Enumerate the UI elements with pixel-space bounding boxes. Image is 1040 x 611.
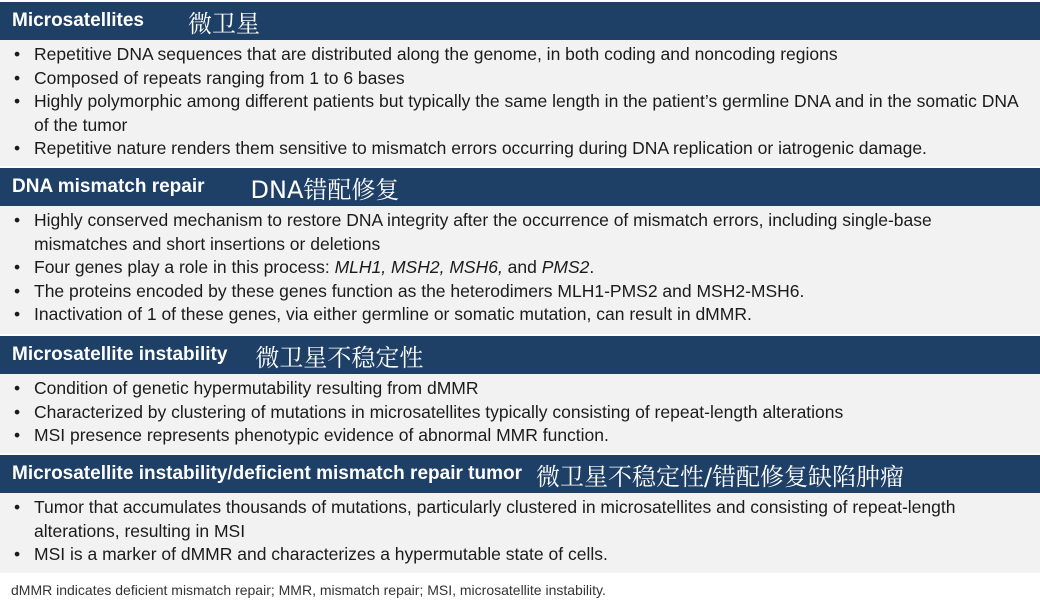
- gene-names-italic: MLH1, MSH2, MSH6,: [334, 257, 503, 277]
- item-text: Four genes play a role in this process:: [34, 257, 335, 277]
- item-text: and: [502, 257, 542, 277]
- list-item: • Inactivation of 1 of these genes, via either germline or somatic mutation, can result in dMMR.: [13, 303, 1026, 327]
- section-title-zh: 微卫星: [188, 9, 260, 38]
- bullet-list: [13, 43, 1026, 161]
- section-body-microsatellite-instability: [0, 374, 1040, 453]
- section-title: DNA mismatch repair: [12, 176, 205, 197]
- section-body-msi-dmmr-tumor: [0, 493, 1040, 573]
- list-item: • Tumor that accumulates thousands of mutations, particularly clustered in microsatellites and consisting of repeat-length alterations, resulting in MSI: [13, 496, 1026, 543]
- section-title: Microsatellite instability: [12, 344, 228, 365]
- list-item: • Highly polymorphic among different patients but typically the same length in the patient’s germline DNA and in the somatic DNA of the tumor: [13, 90, 1026, 137]
- bullet-list: [13, 209, 1026, 327]
- list-item: • MSI is a marker of dMMR and characterizes a hypermutable state of cells.: [13, 543, 1026, 567]
- section-title: Microsatellites: [12, 10, 144, 31]
- section-title-zh: 微卫星不稳定性/错配修复缺陷肿瘤: [535, 462, 905, 491]
- footnote: dMMR indicates deficient mismatch repair; MMR, mismatch repair; MSI, microsatellite instability.: [11, 582, 606, 598]
- section-body-microsatellites: [0, 40, 1040, 166]
- list-item: • MSI presence represents phenotypic evidence of abnormal MMR function.: [13, 424, 1026, 448]
- list-item: • Repetitive DNA sequences that are distributed along the genome, in both coding and noncoding regions: [13, 43, 1026, 67]
- section-title: Microsatellite instability/deficient mismatch repair tumor: [12, 463, 522, 484]
- bullet-list: [13, 377, 1026, 448]
- item-text: .: [589, 257, 595, 277]
- list-item: • Repetitive nature renders them sensitive to mismatch errors occurring during DNA replication or iatrogenic damage.: [13, 137, 1026, 161]
- section-body-dna-mismatch-repair: [0, 206, 1040, 334]
- section-header-microsatellite-instability: [0, 336, 1040, 374]
- bullet-list: [13, 496, 1026, 567]
- list-item: • Highly conserved mechanism to restore DNA integrity after the occurrence of mismatch errors, including single-base mismatches and short insertions or deletions: [13, 209, 1026, 256]
- list-item: [13, 256, 1026, 280]
- section-title-zh: 微卫星不稳定性: [255, 343, 424, 372]
- section-title-zh: DNA错配修复: [250, 175, 400, 204]
- list-item: • Composed of repeats ranging from 1 to 6 bases: [13, 67, 1026, 91]
- section-header-msi-dmmr-tumor: [0, 455, 1040, 493]
- section-header-dna-mismatch-repair: [0, 168, 1040, 206]
- section-header-microsatellites: [0, 2, 1040, 40]
- list-item: • The proteins encoded by these genes function as the heterodimers MLH1-PMS2 and MSH2-MSH6.: [13, 280, 1026, 304]
- list-item: • Characterized by clustering of mutations in microsatellites typically consisting of repeat-length alterations: [13, 401, 1026, 425]
- list-item: • Condition of genetic hypermutability resulting from dMMR: [13, 377, 1026, 401]
- gene-name-italic: PMS2: [541, 257, 590, 277]
